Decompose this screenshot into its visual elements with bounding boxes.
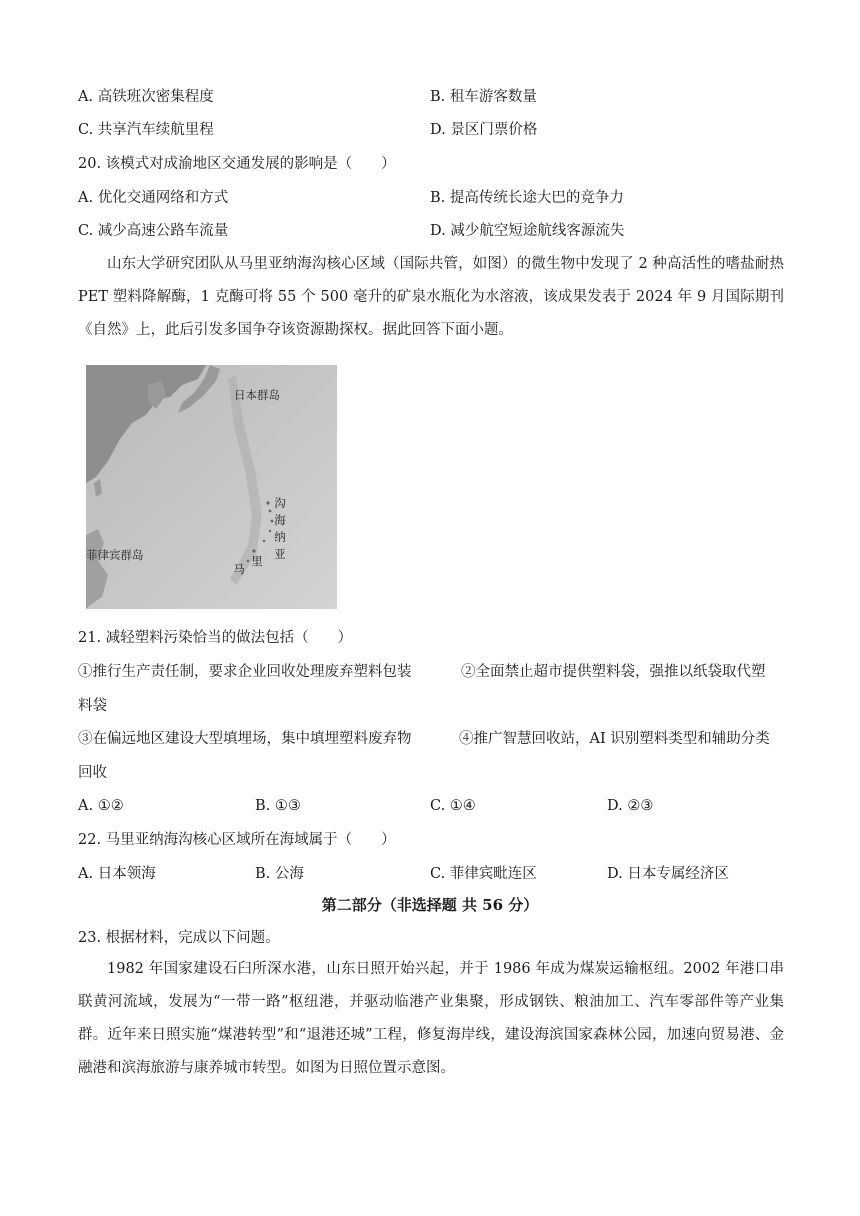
q22-option-a: A. 日本领海	[78, 866, 156, 882]
q21-option-d: D. ②③	[607, 798, 654, 814]
map-label-trench-col3	[232, 561, 246, 578]
trench-char: 里	[251, 554, 263, 568]
q22-option-b: B. 公海	[255, 866, 304, 882]
q19-option-a: A. 高铁班次密集程度	[78, 89, 214, 105]
q20-option-d: D. 减少航空短途航线客源流失	[430, 223, 625, 239]
q21-statement-2-cont: 料袋	[78, 698, 107, 714]
q21-option-b: B. ①③	[255, 798, 301, 814]
q20-option-c: C. 减少高速公路车流量	[78, 223, 229, 239]
q20-option-b: B. 提高传统长途大巴的竞争力	[430, 190, 624, 206]
q19-option-c: C. 共享汽车续航里程	[78, 122, 214, 138]
map-label-japan: 日本群岛	[234, 388, 280, 402]
q21-statement-4-cont: 回收	[78, 765, 107, 781]
q22-stem: 22. 马里亚纳海沟核心区域所在海域属于（ ）	[78, 832, 396, 848]
q22-option-d: D. 日本专属经济区	[607, 866, 729, 882]
map-figure	[86, 365, 337, 609]
q21-statement-4: ④推广智慧回收站，AI 识别塑料类型和辅助分类	[459, 731, 770, 747]
map-label-trench-col1	[273, 495, 287, 563]
trench-char: 纳	[274, 530, 286, 544]
q23-stem: 23. 根据材料，完成以下问题。	[78, 930, 280, 946]
material-paragraph: 山东大学研究团队从马里亚纳海沟核心区域（国际共管，如图）的微生物中发现了 2 种高活性的嗜盐耐热 PET 塑料降解酶，1 克酶可将 55 个 500 毫升的矿泉水瓶化为水溶液，该成果发表于 2024 年 9 月国际期刊《自然》上，此后引发多国争夺该资源勘探权。据此回答下面小题。	[78, 256, 784, 338]
q21-statement-1: ①推行生产责任制，要求企业回收处理废弃塑料包装	[78, 664, 412, 680]
map-label-philippines: 菲律宾群岛	[86, 548, 144, 562]
trench-char: 亚	[274, 547, 286, 561]
q21-option-a: A. ①②	[78, 798, 124, 814]
map-graphic	[86, 365, 337, 609]
map-label-trench-col2	[250, 553, 264, 570]
trench-char: 沟	[274, 496, 286, 510]
q23-material: 1982 年国家建设石臼所深水港，山东日照开始兴起，并于 1986 年成为煤炭运输枢纽。2002 年港口串联黄河流域，发展为“一带一路”枢纽港，并驱动临港产业集聚，形成钢铁、粮油加工、汽车零部件等产业集群。近年来日照实施“煤港转型”和“退港还城”工程，修复海岸线，建设海滨国家森林公园，加速向贸易港、金融港和滨海旅游与康养城市转型。如图为日照位置示意图。	[78, 961, 784, 1076]
trench-char: 海	[274, 513, 286, 527]
q20-stem: 20. 该模式对成渝地区交通发展的影响是（ ）	[78, 156, 396, 172]
part-two-heading: 第二部分（非选择题 共 56 分）	[321, 896, 539, 914]
trench-char: 马	[233, 562, 245, 576]
q21-stem: 21. 减轻塑料污染恰当的做法包括（ ）	[78, 630, 353, 646]
q21-option-c: C. ①④	[430, 798, 476, 814]
q21-statement-3: ③在偏远地区建设大型填埋场，集中填埋塑料废弃物	[78, 731, 412, 747]
q20-option-a: A. 优化交通网络和方式	[78, 190, 229, 206]
q19-option-b: B. 租车游客数量	[430, 89, 537, 105]
q19-option-d: D. 景区门票价格	[430, 122, 538, 138]
q22-option-c: C. 菲律宾毗连区	[430, 866, 537, 882]
q21-statement-2: ②全面禁止超市提供塑料袋，强推以纸袋取代塑	[461, 664, 766, 680]
